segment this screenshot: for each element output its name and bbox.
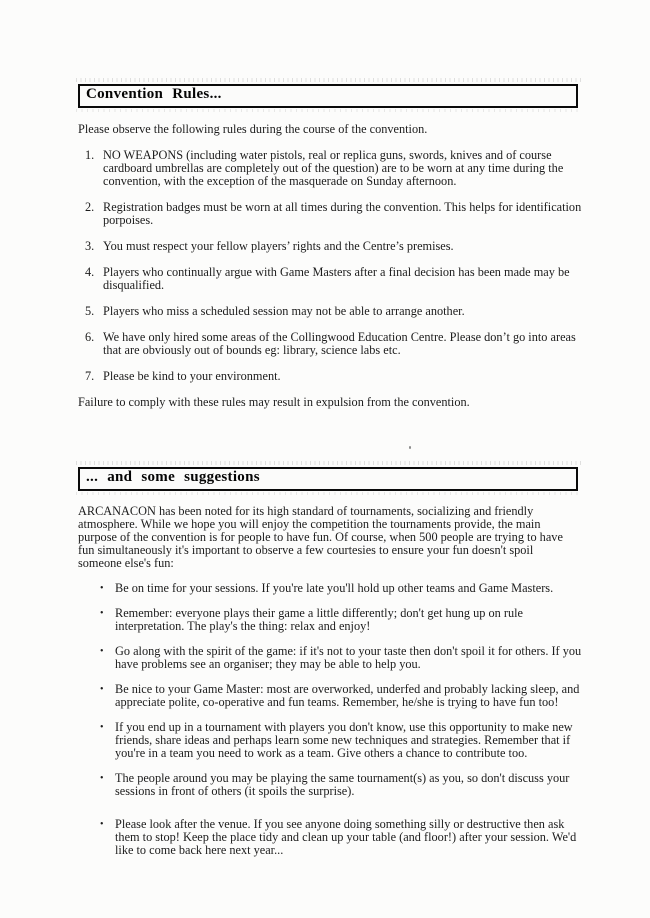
rule-number: 3. bbox=[85, 239, 95, 253]
bullet-icon: • bbox=[100, 583, 104, 594]
rules-footer-text: Failure to comply with these rules may result in expulsion from the convention. bbox=[78, 395, 470, 409]
rule-item-1 bbox=[78, 149, 638, 188]
suggestion-text: Go along with the spirit of the game: if it's not to your taste then don't spoil it for others. If you have problems see an organiser; they may be able to help you. bbox=[115, 644, 582, 671]
rule-number: 7. bbox=[85, 369, 95, 383]
suggestions-intro-text: ARCANACON has been noted for its high standard of tournaments, socializing and friendly atmosphere. While we hope you will enjoy the competition the tournaments provide, the main purpose of the convention is for people to have fun. Of course, when 500 people are trying to have fun simultaneously it's important to observe a few courtesies to ensure your fun doesn't spoil someone else's fun: bbox=[78, 504, 563, 570]
rule-item-3 bbox=[78, 240, 638, 253]
suggestions-header-box bbox=[78, 467, 578, 491]
rule-number: 4. bbox=[85, 265, 95, 279]
page-content bbox=[78, 0, 638, 857]
rule-text: Players who continually argue with Game Masters after a final decision has been made may be disqualified. bbox=[103, 265, 570, 292]
rule-text: Players who miss a scheduled session may not be able to arrange another. bbox=[103, 304, 465, 318]
suggestion-text: Please look after the venue. If you see anyone doing something silly or destructive then ask them to stop! Keep the place tidy and clean up your table (and floor!) after your session. We'd like to come back here next year... bbox=[115, 817, 577, 857]
rule-item-7 bbox=[78, 370, 638, 383]
rule-item-5 bbox=[78, 305, 638, 318]
convention-rules-header-box bbox=[78, 84, 578, 108]
bullet-icon: • bbox=[100, 684, 104, 695]
rule-text: You must respect your fellow players’ rights and the Centre’s premises. bbox=[103, 239, 454, 253]
suggestion-text: The people around you may be playing the same tournament(s) as you, so don't discuss your sessions in front of others (it spoils the surprise). bbox=[115, 771, 570, 798]
rule-text: We have only hired some areas of the Collingwood Education Centre. Please don’t go into areas that are obviously out of bounds eg: library, science labs etc. bbox=[103, 330, 576, 357]
rule-item-2 bbox=[78, 201, 638, 227]
rule-number: 6. bbox=[85, 330, 95, 344]
rules-intro-text: Please observe the following rules during the course of the convention. bbox=[78, 122, 428, 136]
rule-text: Please be kind to your environment. bbox=[103, 369, 281, 383]
suggestion-item-6 bbox=[78, 772, 638, 798]
bullet-icon: • bbox=[100, 773, 104, 784]
suggestion-text: If you end up in a tournament with players you don't know, use this opportunity to make new friends, share ideas and perhaps learn some new techniques and strategies. Remember that if you're in a team you need to work as a team. Give others a chance to contribute too. bbox=[115, 720, 573, 760]
suggestion-item-4 bbox=[78, 683, 638, 709]
bullet-icon: • bbox=[100, 819, 104, 830]
suggestion-item-1 bbox=[78, 582, 638, 595]
rule-number: 2. bbox=[85, 200, 95, 214]
rule-text: NO WEAPONS (including water pistols, real or replica guns, swords, knives and of course cardboard umbrellas are completely out of the question) are to be worn at any time during the convention, with the exception of the masquerade on Sunday afternoon. bbox=[103, 148, 564, 188]
rule-item-6 bbox=[78, 331, 638, 357]
suggestions-section bbox=[78, 467, 638, 857]
bullet-icon: • bbox=[100, 646, 104, 657]
bullet-icon: • bbox=[100, 722, 104, 733]
suggestion-text: Remember: everyone plays their game a little differently; don't get hung up on rule interpretation. The play's the thing: relax and enjoy! bbox=[115, 606, 524, 633]
rule-item-4 bbox=[78, 266, 638, 292]
suggestion-item-2 bbox=[78, 607, 638, 633]
rule-text: Registration badges must be worn at all times during the convention. This helps for identification porpoises. bbox=[103, 200, 582, 227]
rule-number: 5. bbox=[85, 304, 95, 318]
suggestion-item-3 bbox=[78, 645, 638, 671]
convention-rules-section bbox=[78, 84, 638, 409]
suggestion-text: Be on time for your sessions. If you're late you'll hold up other teams and Game Masters. bbox=[115, 581, 554, 595]
convention-rules-title: Convention Rules... bbox=[86, 86, 222, 102]
rules-list bbox=[78, 149, 638, 383]
rule-number: 1. bbox=[85, 148, 95, 162]
suggestion-item-7 bbox=[78, 818, 638, 857]
scan-artifact-dot bbox=[409, 446, 411, 449]
suggestion-text: Be nice to your Game Master: most are overworked, underfed and probably lacking sleep, and appreciate polite, co-operative and fun teams. Remember, he/she is trying to have fun too! bbox=[115, 682, 580, 709]
suggestion-item-5 bbox=[78, 721, 638, 760]
suggestions-list bbox=[78, 582, 638, 857]
suggestions-title: ... and some suggestions bbox=[86, 469, 260, 485]
bullet-icon: • bbox=[100, 608, 104, 619]
